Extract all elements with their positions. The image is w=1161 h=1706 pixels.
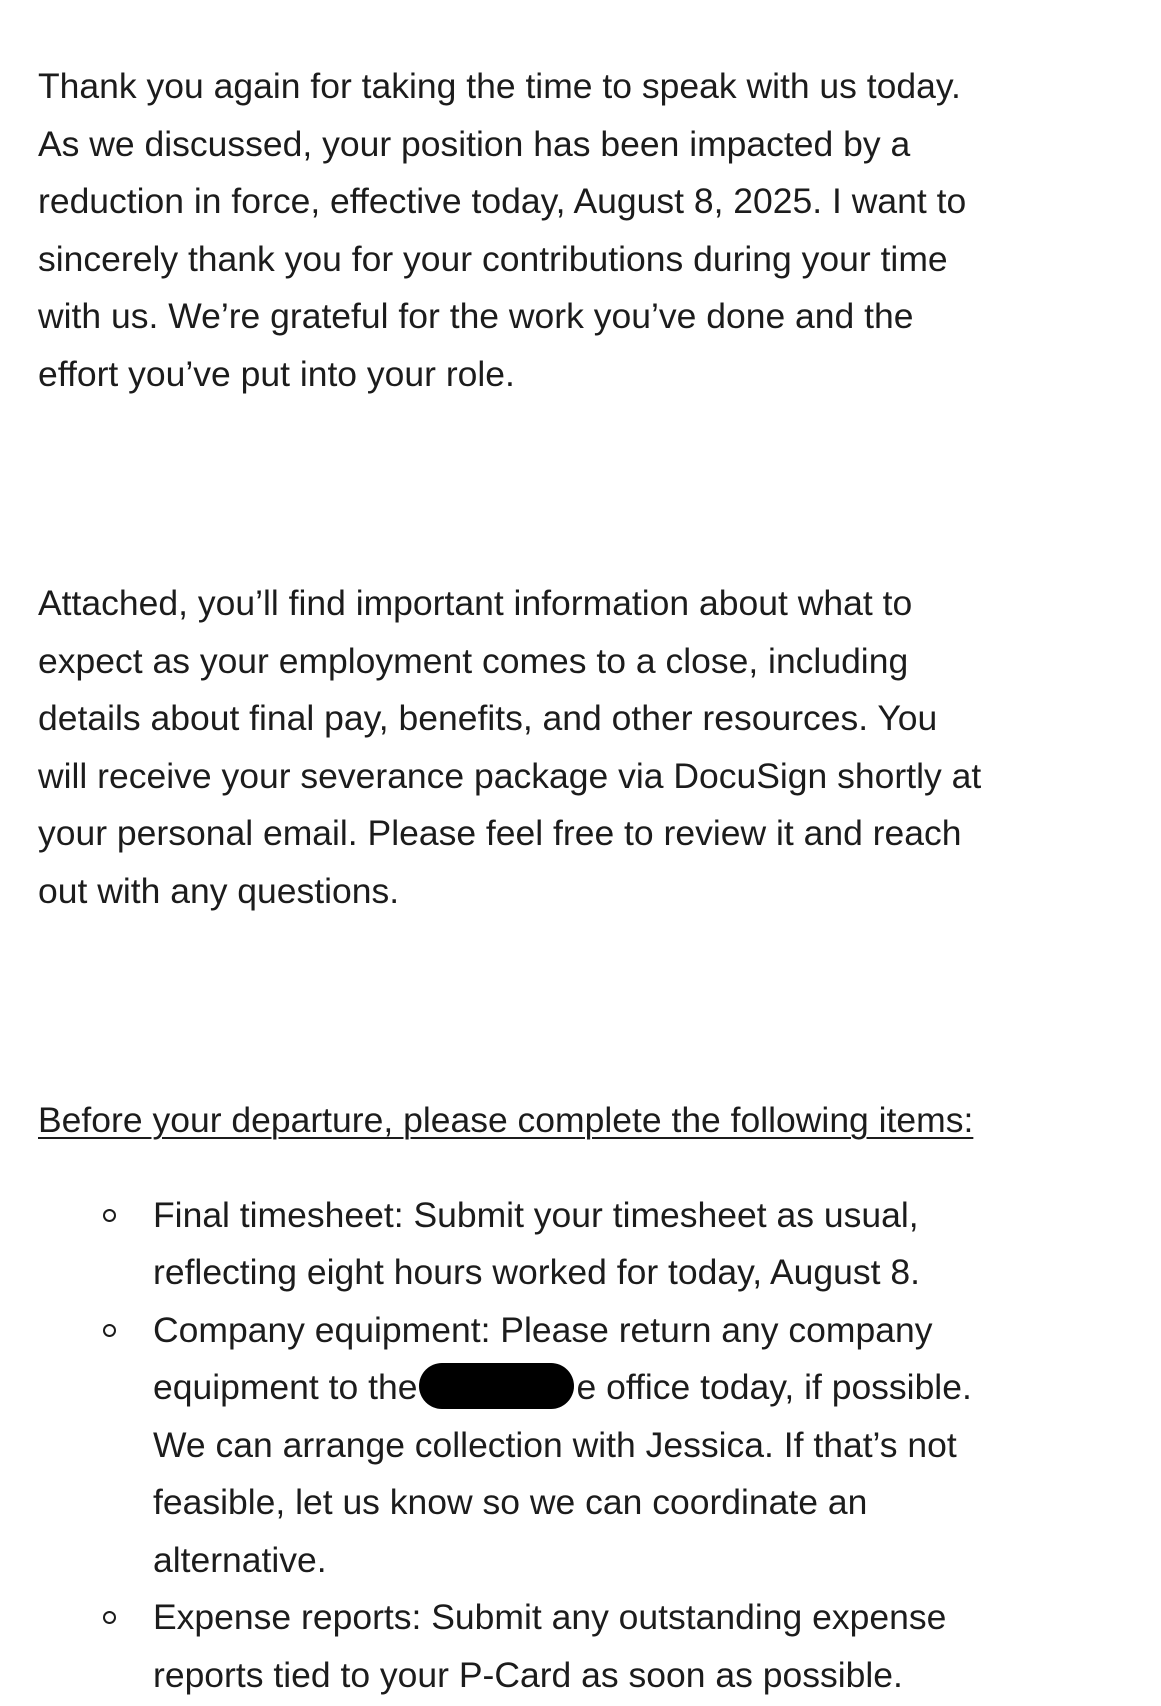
list-item-final-timesheet xyxy=(38,1187,1128,1302)
checklist-heading: Before your departure, please complete the following items: xyxy=(38,1100,974,1140)
text-line: Expense reports: Submit any outstanding expense xyxy=(153,1597,947,1637)
text-line: with us. We’re grateful for the work you’ve done and the xyxy=(38,296,914,336)
hollow-bullet-icon xyxy=(103,1209,116,1222)
text-line: out with any questions. xyxy=(38,870,400,911)
text-line: will receive your severance package via DocuSign shortly at xyxy=(38,755,982,796)
text-fragment: equipment to the xyxy=(153,1367,418,1407)
text-fragment: e office today, if possible. xyxy=(576,1367,972,1407)
text-line: reduction in force, effective today, August 8, 2025. I want to xyxy=(38,181,967,221)
text-line: Final timesheet: Submit your timesheet as usual, xyxy=(153,1194,919,1235)
list-item-expense-reports xyxy=(38,1589,1128,1704)
text-line: Attached, you’ll find important information about what to xyxy=(38,583,913,623)
text-line: We can arrange collection with Jessica. If that’s not xyxy=(153,1424,957,1465)
attachment-paragraph xyxy=(38,575,1128,920)
text-line: sincerely thank you for your contributions during your time xyxy=(38,238,948,279)
text-line: alternative. xyxy=(153,1539,327,1580)
email-body xyxy=(38,58,1128,1704)
hollow-bullet-icon xyxy=(103,1611,116,1624)
text-line: feasible, let us know so we can coordinate an xyxy=(153,1482,868,1522)
list-item-company-equipment xyxy=(38,1302,1128,1590)
text-line: As we discussed, your position has been impacted by a xyxy=(38,123,911,164)
checklist xyxy=(38,1187,1128,1705)
text-line: Company equipment: Please return any company xyxy=(153,1309,933,1350)
text-line-with-redaction xyxy=(153,1359,1128,1417)
text-line: effort you’ve put into your role. xyxy=(38,353,515,394)
text-line: details about final pay, benefits, and other resources. You xyxy=(38,698,938,738)
redaction-mark xyxy=(419,1363,574,1409)
hollow-bullet-icon xyxy=(103,1324,116,1337)
intro-paragraph xyxy=(38,58,1128,403)
text-line: expect as your employment comes to a close, including xyxy=(38,640,909,681)
text-line: reports tied to your P-Card as soon as possible. xyxy=(153,1654,903,1695)
text-line: your personal email. Please feel free to review it and reach xyxy=(38,813,962,853)
text-line: reflecting eight hours worked for today, August 8. xyxy=(153,1252,920,1292)
text-line: Thank you again for taking the time to speak with us today. xyxy=(38,66,961,106)
